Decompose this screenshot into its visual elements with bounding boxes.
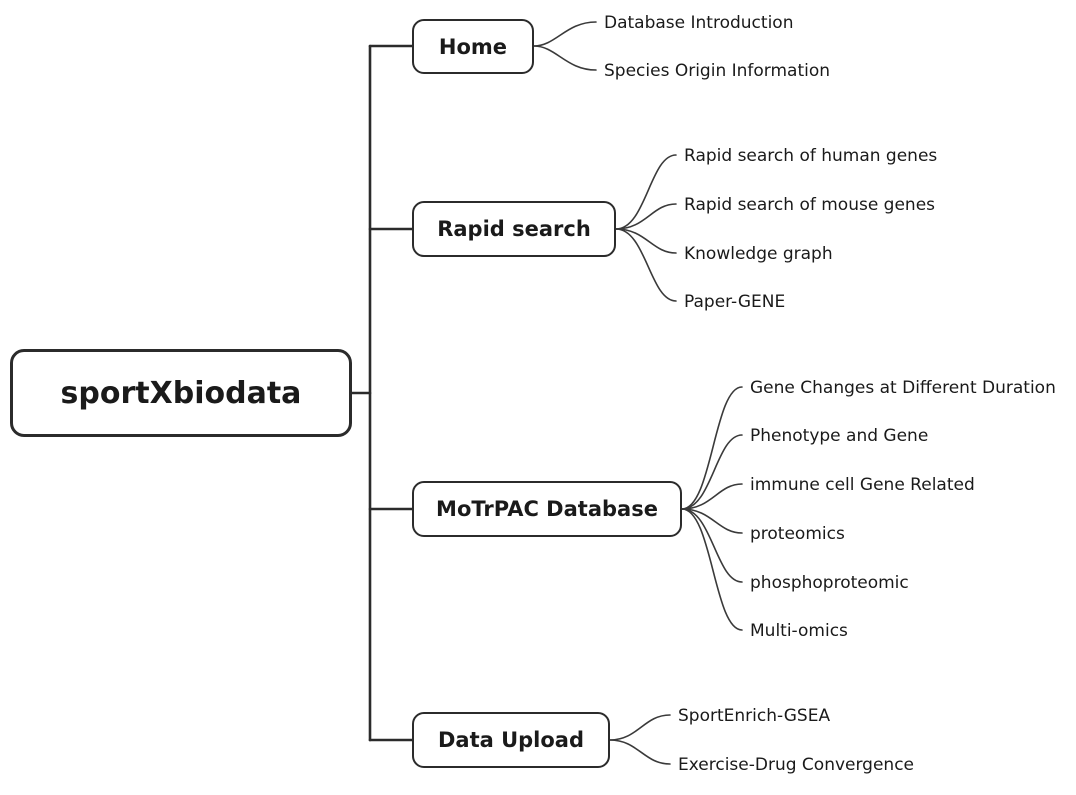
mindmap-leaf-label: phosphoproteomic — [750, 573, 909, 593]
mindmap-leaf-label: proteomics — [750, 524, 845, 544]
mindmap-leaf-rapid-search-mouse-genes[interactable] — [684, 197, 935, 214]
mindmap-branch-data-upload[interactable] — [412, 712, 610, 768]
mindmap-leaf-species-origin-information[interactable] — [604, 63, 830, 80]
mindmap-branch-home[interactable] — [412, 19, 534, 74]
mindmap-branch-motrpac-database[interactable] — [412, 481, 682, 537]
mindmap-leaf-label: immune cell Gene Related — [750, 475, 975, 495]
edge-rapid-child-2 — [616, 229, 676, 253]
edge-motrpac-child-5 — [682, 509, 742, 630]
mindmap-leaf-label: Multi-omics — [750, 621, 848, 641]
mindmap-leaf-label: SportEnrich-GSEA — [678, 706, 831, 726]
mindmap-leaf-label: Knowledge graph — [684, 244, 833, 264]
edge-upload-child-1 — [610, 740, 670, 764]
edge-upload-child-0 — [610, 715, 670, 740]
mindmap-leaf-paper-gene[interactable] — [684, 294, 785, 311]
mindmap-leaf-sportenrich-gsea[interactable] — [678, 708, 830, 725]
mindmap-leaf-label: Gene Changes at Different Duration — [750, 378, 1056, 398]
mindmap-leaf-phenotype-and-gene[interactable] — [750, 428, 928, 445]
edge-rapid-child-1 — [616, 204, 676, 229]
mindmap-branch-rapid-search[interactable] — [412, 201, 616, 257]
mindmap-root-label: sportXbiodata — [60, 375, 302, 411]
mindmap-branch-data-upload-label: Data Upload — [437, 728, 585, 752]
mindmap-leaf-phosphoproteomic[interactable] — [750, 575, 909, 592]
mindmap-leaf-immune-cell-gene-related[interactable] — [750, 477, 975, 494]
mindmap-branch-motrpac-database-label: MoTrPAC Database — [436, 497, 658, 521]
mindmap-root-node[interactable] — [10, 349, 352, 437]
mindmap-leaf-label: Exercise-Drug Convergence — [678, 755, 915, 775]
edge-home-child-0 — [534, 22, 596, 46]
mindmap-leaf-label: Rapid search of mouse genes — [684, 195, 936, 215]
mindmap-leaf-exercise-drug-convergence[interactable] — [678, 757, 914, 774]
mindmap-leaf-label: Paper-GENE — [684, 292, 786, 312]
mindmap-leaf-label: Phenotype and Gene — [750, 426, 929, 446]
mindmap-leaf-gene-changes-at-different-duration[interactable] — [750, 380, 1056, 397]
mindmap-leaf-proteomics[interactable] — [750, 526, 845, 543]
mindmap-leaf-database-introduction[interactable] — [604, 15, 793, 32]
mindmap-leaf-label: Database Introduction — [604, 13, 794, 33]
mindmap-leaf-multi-omics[interactable] — [750, 623, 848, 640]
mindmap-branch-home-label: Home — [438, 34, 508, 59]
mindmap-leaf-label: Rapid search of human genes — [684, 146, 938, 166]
edge-home-child-1 — [534, 46, 596, 70]
mindmap-branch-rapid-search-label: Rapid search — [437, 217, 591, 241]
edge-motrpac-child-0 — [682, 387, 742, 509]
mindmap-leaf-knowledge-graph[interactable] — [684, 246, 833, 263]
mindmap-leaf-label: Species Origin Information — [604, 61, 831, 81]
mindmap-leaf-rapid-search-human-genes[interactable] — [684, 148, 937, 165]
